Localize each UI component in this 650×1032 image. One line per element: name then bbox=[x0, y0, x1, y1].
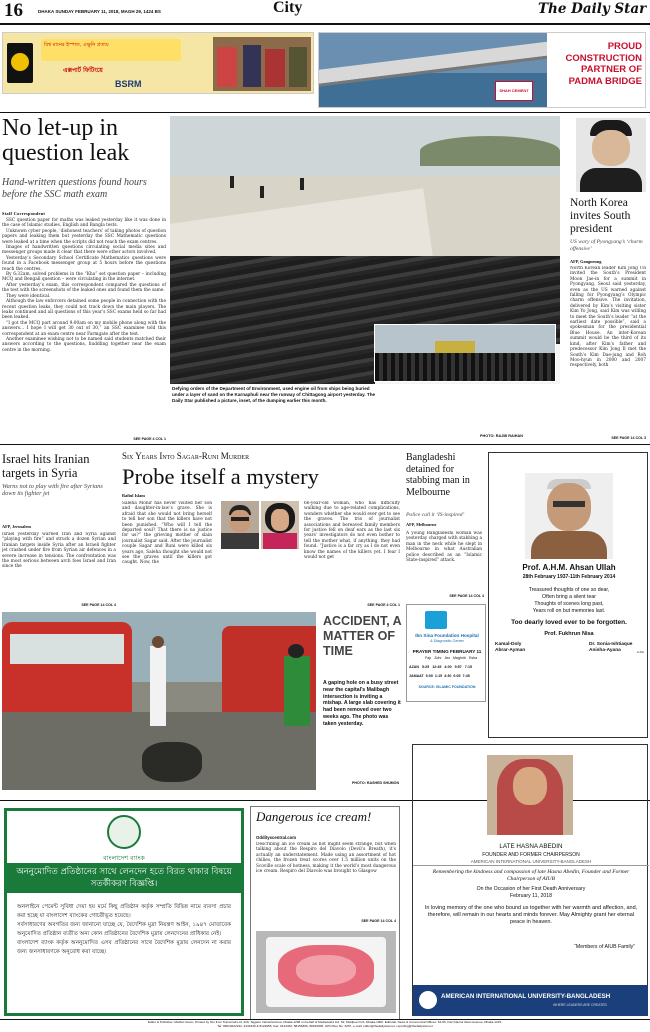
ahsan-name: Prof. A.H.M. Ahsan Ullah bbox=[522, 563, 616, 572]
nk-headline: North Korea invites South president bbox=[570, 197, 631, 235]
azan-time: 5:57 bbox=[454, 665, 462, 669]
family-member: Kamal-Doly bbox=[495, 642, 522, 647]
bsrm-text-1: বিশ্ব মানের ইস্পাত, এক্ষুনি প্রত্যয় bbox=[41, 39, 181, 61]
sagar-kicker: Six Years Into Sagar-Runi Murder bbox=[122, 451, 250, 461]
bsrm-photo bbox=[213, 37, 311, 91]
melb-body: A young Bangladeshi woman was yesterday charged with stabbing a man in the neck while he slept in Melbourne in what Australian police described as an “Islamic State-inspired” attack. bbox=[406, 531, 482, 564]
lead-body bbox=[2, 218, 166, 353]
lead-para: Yesterday’s Secondary School Certificate Mathematics questions were found in a Facebook messenger group at 5 hours before the questions reach the centres. bbox=[2, 255, 166, 272]
azan-time: 4:00 bbox=[444, 665, 452, 669]
ibn-sina-sub: & Diagnostic Center bbox=[430, 639, 464, 643]
hasna-role-1: FOUNDER AND FORMER CHAIRPERSON bbox=[482, 852, 580, 858]
ice-cream-box bbox=[250, 806, 400, 1020]
sagar-col2: 66-year-old woman, who has difficulty walking due to age-related complications, wonders whether she would ever get to see the graves. The trio of journalist associations and bereaved family members for justice fell on deaf ears as the last six years’ investigators do not even bother to tell the mother what, if anything, they had found. “Justice is a far cry as I do not even know the names of the killers yet. I fear I would not get bbox=[304, 501, 400, 561]
azan-time: 5:25 bbox=[421, 665, 430, 669]
padma-ad bbox=[318, 32, 646, 108]
prayer-head: Esha bbox=[468, 656, 478, 660]
aiub-logo-icon bbox=[419, 991, 437, 1009]
imprint bbox=[4, 1020, 646, 1028]
lead-para: Another examinee wishing not to be named said students matched their answers according to the questions, huddling together near the exam centre in the morning. bbox=[2, 336, 166, 353]
lead-headline: No let-up in question leak bbox=[2, 115, 130, 166]
nk-body: North Korean leader Kim Jong Un invited the South’s President Moon Jae-in for a summit in Pyongyang, Seoul said yesterday, even as the US warned against falling for Pyongyang’s Olympic charm offensive. The invitation, delivered by Kim’s visiting sister Kim Yo Jong, said Kim was willing to meet the South’s leader “at the earliest date possible”, said a spokesman for the presidential Blue House. An inter-Korean summit would be the third of its kind, after Kim’s father and predecessor Kim Jong Il met the South’s Kim Dae-jung and Roh Moo-hyun in 2000 and 2007 respectively, both bbox=[570, 266, 646, 369]
bsrm-ad bbox=[2, 32, 314, 94]
hasna-remember: Remembering the kindness and compassion of late Hasna Abedin, Founder and Former Chairperson of AIUB bbox=[432, 869, 630, 882]
jamaat-time: 6:05 bbox=[453, 674, 461, 678]
bsrm-text-2: এক্সপার্ট ফিটিংয়ে bbox=[63, 67, 103, 74]
sagar-jump: SEE PAGE 4 COL 1 bbox=[367, 603, 400, 607]
ibn-sina-name: Ibn Sina Foundation Hospital bbox=[415, 633, 479, 638]
lead-byline: Staff Correspondent bbox=[2, 211, 46, 216]
lead-para: Although the law enforcers detained some people in connection with the recent question leaks, they could not track down the main players. The leaks continued and all questions of this year’s SSC exams held so far had been leaked. bbox=[2, 299, 166, 321]
israel-body: Israel yesterday warned Iran and Syria against “playing with fire” and struck a dozen Syrian and Iranian targets inside Syria after an Israeli fighter jet crashed under fire from Syrian air defences in a severe increase in tensions. The confrontation was the most serious between arch foes Israel and Iran since the bbox=[2, 532, 116, 570]
bb-title: অননুমোদিত প্রতিষ্ঠানের সাথে লেনদেন হতে বিরত থাকার বিষয়ে সতর্কীকরণ বিজ্ঞপ্তি। bbox=[7, 863, 241, 893]
israel-jump: SEE PAGE 14 COL 4 bbox=[81, 603, 116, 607]
lead-para: “I got the MCQ part around 9:00am on my mobile phone along with the answers... I hope I will get 30 out of 30,” an SSC examinee told this correspondent at an exam centre near Farmgate after the test. bbox=[2, 320, 166, 337]
ice-cream-photo bbox=[256, 931, 396, 1013]
lead-para: By 6:32am, solved problems in the “Kha” set question paper – including MCQ and Bengali question – were circulating in the internet. bbox=[2, 272, 166, 283]
bb-ad bbox=[4, 808, 244, 1016]
imprint-line: Tel: 09610222222, 9144330 & 8124955, Fax: 9144332, 58156306, 58156308, GPO Box No. 3257, e-mail: editor@thedailystar.net, reporting@thedailystar.net bbox=[217, 1024, 433, 1028]
sagar-headline: Probe itself a mystery bbox=[122, 464, 319, 489]
bb-para: বাংলাদেশ ব্যাংক কর্তৃক অননুমোদিত এসব প্রতিষ্ঠানের সাথে বৈদেশিক মুদ্রায় লেনদেন না করার জন্য জনসাধারণকে অনুরোধ করা যাচ্ছে। bbox=[17, 940, 231, 955]
accident-credit: PHOTO: RASHED SHUMON bbox=[352, 781, 400, 785]
aiub-name: AMERICAN INTERNATIONAL UNIVERSITY-BANGLADESH bbox=[441, 993, 611, 1000]
lead-para: SSC question paper for maths was leaked yesterday like it was done in the case of Islamic studies, English and Bangla tests. bbox=[2, 218, 166, 229]
main-photo-credit: PHOTO: RAJIB RAIHAN bbox=[480, 434, 523, 438]
date-line: DHAKA SUNDAY FEBRUARY 11, 2018, MAGH 29, 1424 BS bbox=[38, 9, 161, 14]
sagar-byline: Rafiul Islam bbox=[122, 493, 145, 498]
runi-photo bbox=[261, 501, 299, 549]
ahsan-photo bbox=[525, 473, 613, 559]
obit-tag: 2-AG bbox=[637, 650, 645, 654]
jamaat-label: JAMAAT bbox=[409, 674, 424, 678]
padma-line-1: PROUD bbox=[607, 41, 642, 52]
hospital-icon bbox=[425, 611, 447, 629]
obituary-hasna bbox=[412, 744, 648, 1016]
aiub-footer bbox=[413, 985, 648, 1016]
accident-headline: ACCIDENT, A MATTER OF TIME bbox=[323, 614, 402, 658]
hasna-from: “Members of AIUB Family” bbox=[574, 944, 635, 950]
melb-byline: AFP, Melbourne bbox=[406, 522, 437, 527]
poem-line: Thoughts of scenes long past, bbox=[534, 601, 604, 607]
section-title: City bbox=[273, 0, 303, 16]
shah-logo: SHAH CEMENT bbox=[495, 81, 533, 101]
paper-logo: The Daily Star bbox=[538, 1, 647, 17]
prayer-title: PRAYER TIMING FEBRUARY 11 bbox=[412, 649, 482, 654]
family-member: Anisha-Ayana bbox=[589, 648, 621, 654]
family-member: Dr. Sonia-Ishtiaque bbox=[589, 642, 633, 647]
prayer-head: Fajr bbox=[425, 656, 432, 660]
lead-deck: Hand-written questions found hours before the SSC math exam bbox=[2, 177, 147, 200]
lead-jump: SEE PAGE 4 COL 1 bbox=[133, 437, 166, 441]
ahsan-from: Prof. Fukhrun Nisa bbox=[544, 631, 594, 637]
prayer-head: Maghrib bbox=[452, 656, 466, 660]
lead-para: Unknown cyber people, ‘dishonest teachers’ of taking photos of question papers and leaking them but yesterday the SSC Mathematic questions were leaked at a time when the scripts did not reach the exam centres. bbox=[2, 228, 166, 245]
aiub-tagline: WHERE LEADERS ARE CREATED bbox=[553, 1003, 608, 1007]
page-number: 16 bbox=[4, 0, 23, 21]
melb-jump: SEE PAGE 14 COL 4 bbox=[449, 594, 484, 598]
ahsan-remember: Too dearly loved ever to be forgotten. bbox=[511, 619, 627, 626]
nk-byline: AFP, Gangneung bbox=[570, 259, 602, 264]
ice-byline: Oddityscentral.com bbox=[256, 835, 297, 840]
sagar-photo bbox=[221, 501, 259, 549]
imprint-line: Editor & Publisher: Mahfuz Anam. Printed by him from Transcraft Ltd, 229, Tejgaon Industrial Area, Dhaka-1208 on behalf of Mediaworld Ltd, 52, Motijheel C/A, Dhaka-1000. Editorial, News & Commercial Offices: 64-65, Kazi Nazrul Islam Avenue, Dhaka-1215. bbox=[147, 1020, 503, 1024]
jamaat-time: 1:15 bbox=[434, 674, 443, 678]
obituary-ahsan bbox=[488, 452, 648, 738]
hasna-occasion: On the Occasion of her First Death Anniversary bbox=[476, 886, 586, 892]
bb-para: অনলাইনে পেমেন্ট সুবিধা দেয়া হয় মর্মে কিছু প্রতিষ্ঠান কর্তৃক সম্প্রতি বিভিন্ন নামে ব্যবসা প্রচার করা হচ্ছে যা বাংলাদেশ ব্যাংকের গোচরীভূত হয়েছে। bbox=[17, 904, 231, 919]
azan-label: AZAN bbox=[409, 665, 419, 669]
accident-photo bbox=[2, 612, 316, 790]
prayer-source: SOURCE: ISLAMIC FOUNDATION bbox=[418, 685, 476, 689]
prayer-head: Zohr bbox=[434, 656, 442, 660]
azan-time: 12:45 bbox=[432, 665, 442, 669]
jamaat-time: 4:30 bbox=[444, 674, 452, 678]
family-member: Abrar-Ayman bbox=[495, 648, 526, 654]
melb-deck: Police call it ‘IS-inspired’ bbox=[406, 512, 465, 518]
hasna-date: February 11, 2018 bbox=[509, 893, 552, 899]
inset-photo bbox=[374, 324, 556, 382]
padma-line-4: PADMA BRIDGE bbox=[568, 75, 642, 87]
nk-deck: US wary of Pyongyang’s ‘charm offensive’ bbox=[570, 239, 643, 252]
israel-byline: AFP, Jerusalem bbox=[2, 524, 31, 529]
ibn-sina-ad bbox=[406, 604, 486, 702]
prayer-head: Asr bbox=[444, 656, 450, 660]
lead-para: They were identical. bbox=[6, 293, 51, 299]
bb-seal-icon bbox=[107, 815, 141, 849]
sagar-col1: Saleha Monir has never visited her son and daughter-in-law’s grave. She is afraid that she would not bring herself to tell her son that the killers have not been punished. “Who will I tell the departed soul? That there is no justice for us?” the grieving mother of slain journalist Sagar said. After the journalist couple Sagar and Runi were killed six years ago, Saleha thought she would not see the graves until the killers got caught. Now, the bbox=[122, 501, 212, 566]
ice-jump: SEE PAGE 14 COL 4 bbox=[361, 919, 396, 923]
poem-line: Years roll on but memories last. bbox=[532, 608, 606, 614]
israel-deck: Warns not to play with fire after Syrians down its fighter jet bbox=[2, 483, 103, 498]
hasna-role-2: AMERICAN INTERNATIONAL UNIVERSITY-BANGLADESH bbox=[413, 859, 649, 866]
poem-line: Often bring a silent tear bbox=[542, 594, 596, 600]
lead-para: After yesterday’s exam, this correspondent compared the questions of the test with the screenshots of the leaked ones and found them the same. bbox=[2, 282, 166, 294]
hasna-name: LATE HASNA ABEDIN bbox=[499, 843, 563, 850]
accident-caption: A gaping hole on a busy street near the capital’s Malibagh intersection is inviting a mishap. A large slab covering it had been removed over two weeks ago. The photo was taken yesterday. bbox=[323, 680, 401, 727]
melb-headline: Bangladeshi detained for stabbing man in Melbourne bbox=[406, 452, 470, 498]
main-photo-caption: Defying orders of the Department of Environment, used engine oil from ships being buried under a layer of sand on the Karnaphuli near the runway of Chittagong airport yesterday. The Daily Star published a picture, inset, of the dumping earlier this month. bbox=[172, 386, 376, 403]
bb-name: বাংলাদেশ ব্যাংক bbox=[103, 854, 145, 862]
lead-para: Images of handwritten questions circulating social media sites and messenger groups made it clear that there were other actors involved. bbox=[2, 245, 166, 256]
padma-line-3: PARTNER OF bbox=[580, 64, 642, 75]
azan-time: 7:15 bbox=[464, 665, 472, 669]
ahsan-dates: 28th February 1937-11th February 2014 bbox=[522, 574, 616, 580]
hasna-photo bbox=[487, 755, 573, 835]
padma-line-2: CONSTRUCTION bbox=[565, 52, 642, 64]
jamaat-time: 7:45 bbox=[462, 674, 470, 678]
nk-jump: SEE PAGE 14 COL 3 bbox=[611, 436, 646, 440]
bb-para: সর্বসাধারণের অবগতির জন্য জানানো যাচ্ছে যে, বৈদেশিক মুদ্রা নিয়ন্ত্রণ আইন, ১৯৪৭ মোতাবেক অনুমোদিত প্রতিষ্ঠান ব্যতীত অন্য কোন প্রতিষ্ঠানের বৈদেশিক মুদ্রায় লেনদেনের প্রাধিকার নেই। bbox=[17, 922, 231, 937]
phone-icon bbox=[7, 43, 33, 83]
israel-headline: Israel hits Iranian targets in Syria bbox=[2, 452, 90, 480]
kim-photo bbox=[576, 118, 646, 192]
jamaat-time: 6:00 bbox=[425, 674, 433, 678]
poem-line: Treasured thoughts of one so dear, bbox=[528, 587, 610, 593]
hasna-message: In loving memory of the one who bound us together with her warmth and affection, and, therefore, will remain in our hearts and minds forever. May Almighty grant her eternal peace in heaven. bbox=[424, 905, 638, 926]
bsrm-brand: BSRM bbox=[115, 79, 142, 89]
ice-headline: Dangerous ice cream! bbox=[256, 809, 372, 824]
ice-body: Describing an ice cream as hot might seem strange, but when talking about the Respiro del Diavolo (Devil’s Breath), it’s actually an understatement. Made using an assortment of hot chilies, the frozen treat scores over 1.5 million units on the Scoville scale of hotness, making it the world’s most dangerous ice cream. Respiro del Diavolo was brought to Glasgow bbox=[256, 842, 396, 875]
